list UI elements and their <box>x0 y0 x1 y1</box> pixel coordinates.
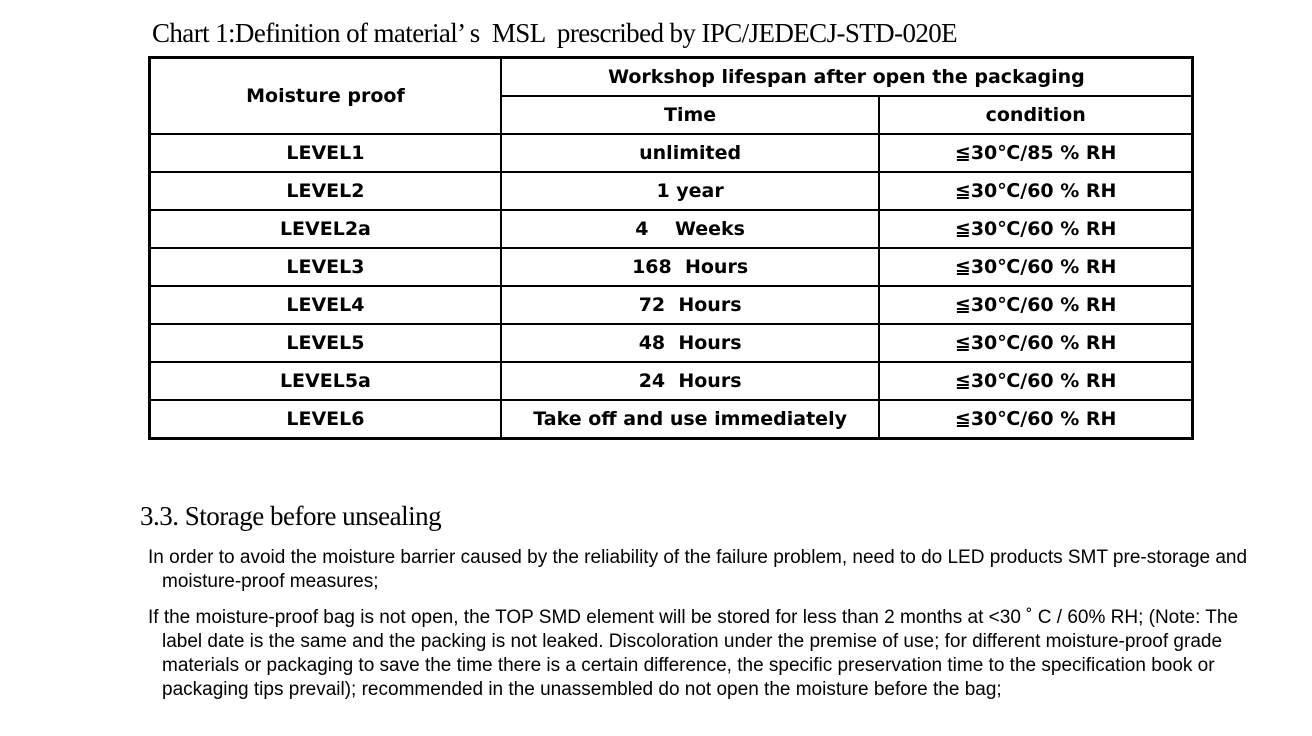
condition-cell: ≦30℃/60 % RH <box>879 172 1192 210</box>
table-row <box>150 324 1193 362</box>
header-time: Time <box>501 96 880 134</box>
level-cell: LEVEL4 <box>150 286 501 324</box>
table-header-row-1 <box>150 58 1193 97</box>
time-cell: unlimited <box>501 134 880 172</box>
table-row <box>150 362 1193 400</box>
time-cell: 24 Hours <box>501 362 880 400</box>
level-cell: LEVEL2a <box>150 210 501 248</box>
time-cell: 48 Hours <box>501 324 880 362</box>
header-workshop-lifespan: Workshop lifespan after open the packaging <box>501 58 1193 97</box>
time-cell: 168 Hours <box>501 248 880 286</box>
chart-title: Chart 1:Definition of material’ s MSL prescribed by IPC/JEDECJ-STD-020E <box>152 18 958 48</box>
header-moisture-proof: Moisture proof <box>150 58 501 135</box>
time-cell: 1 year <box>501 172 880 210</box>
level-cell: LEVEL6 <box>150 400 501 439</box>
msl-table <box>148 56 1194 440</box>
table-row <box>150 172 1193 210</box>
table-row <box>150 286 1193 324</box>
header-condition: condition <box>879 96 1192 134</box>
table-row <box>150 134 1193 172</box>
time-cell: Take off and use immediately <box>501 400 880 439</box>
condition-cell: ≦30℃/60 % RH <box>879 210 1192 248</box>
paragraph-storage-conditions: If the moisture-proof bag is not open, the TOP SMD element will be stored for less than 2 months at <30 ˚ C / 60% RH; (Note: The label date is the same and the packing is not leaked. Discoloration under the premise of use; for different moisture-proof grade materials or packaging to save the time there is a certain difference, the specific preservation time to the specification book or packaging tips prevail); recommended in the unassembled do not open the moisture before the bag; <box>148 607 1239 700</box>
condition-cell: ≦30℃/60 % RH <box>879 362 1192 400</box>
condition-cell: ≦30℃/85 % RH <box>879 134 1192 172</box>
paragraph-moisture-measures: In order to avoid the moisture barrier caused by the reliability of the failure problem, need to do LED products SMT pre-storage and moisture-proof measures; <box>148 547 1248 592</box>
time-cell: 4 Weeks <box>501 210 880 248</box>
time-cell: 72 Hours <box>501 286 880 324</box>
level-cell: LEVEL2 <box>150 172 501 210</box>
level-cell: LEVEL1 <box>150 134 501 172</box>
table-row <box>150 210 1193 248</box>
section-heading: 3.3. Storage before unsealing <box>140 501 442 531</box>
table-row <box>150 248 1193 286</box>
level-cell: LEVEL3 <box>150 248 501 286</box>
condition-cell: ≦30℃/60 % RH <box>879 248 1192 286</box>
table-row <box>150 400 1193 439</box>
level-cell: LEVEL5 <box>150 324 501 362</box>
condition-cell: ≦30℃/60 % RH <box>879 400 1192 439</box>
level-cell: LEVEL5a <box>150 362 501 400</box>
condition-cell: ≦30℃/60 % RH <box>879 324 1192 362</box>
condition-cell: ≦30℃/60 % RH <box>879 286 1192 324</box>
